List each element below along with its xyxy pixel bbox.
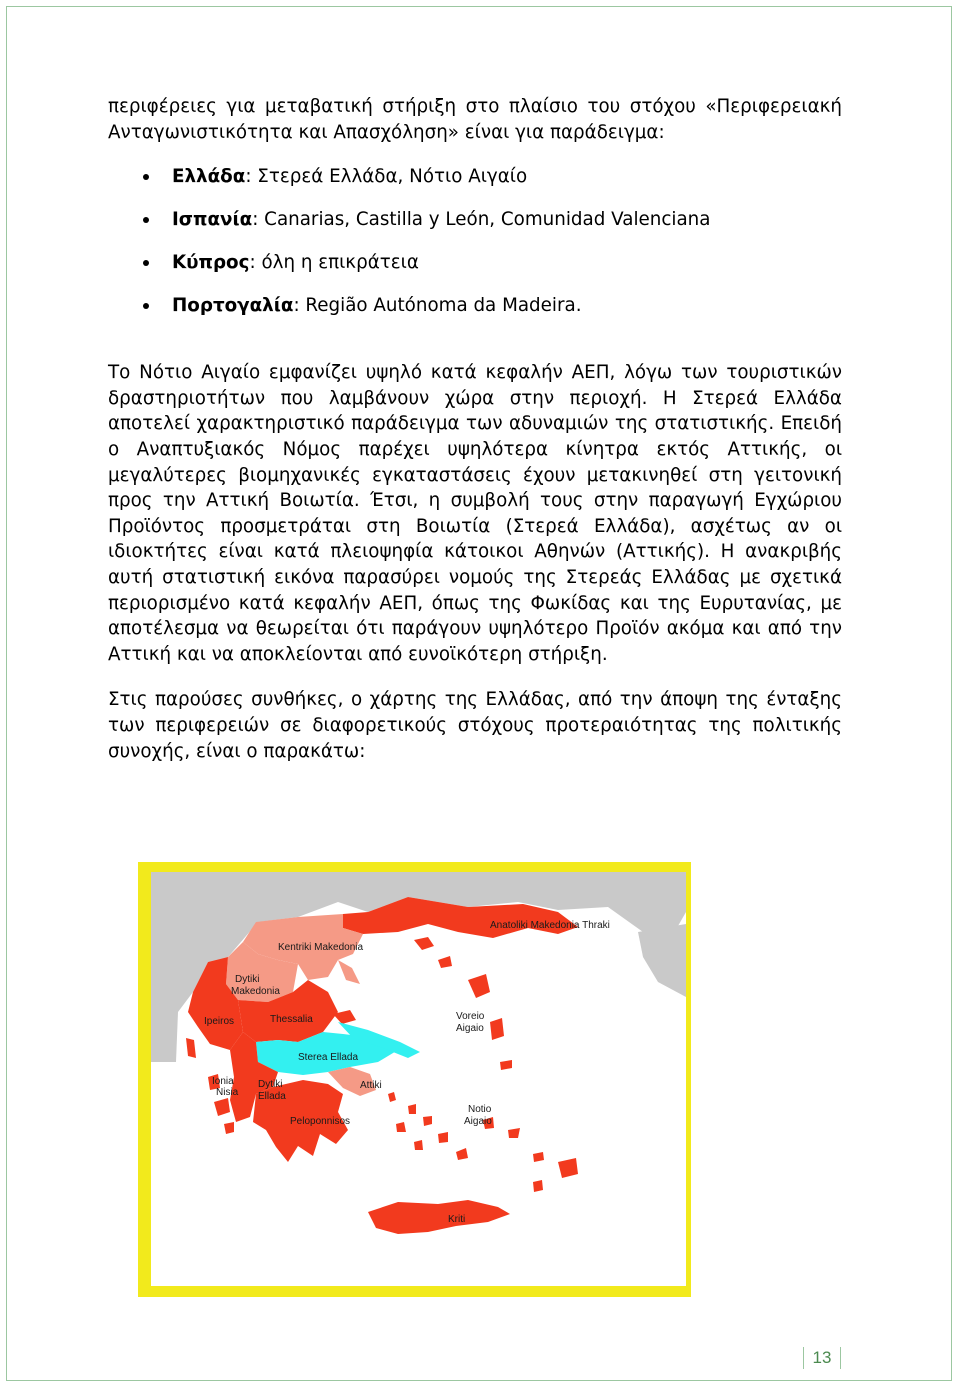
paragraph-third: Στις παρούσες συνθήκες, ο χάρτης της Ελλάδας, από την άποψη της ένταξης των περιφερειών σε διαφορετικούς στόχους προτεραιότητας της πολιτικής συνοχής, είναι ο παρακάτω: (108, 689, 842, 762)
paragraph-second: Το Νότιο Αιγαίο εμφανίζει υψηλό κατά κεφαλήν ΑΕΠ, λόγω των τουριστικών δραστηριοτήτων που λαμβάνουν χώρα στην περιοχή. Η Στερεά Ελλάδα αποτελεί χαρακτηριστικό παράδειγμα των αδυναμιών της στατιστικής. Επειδή ο Αναπτυξιακός Νόμος παρέχει υψηλότερα κίνητρα εκτός Αττικής, οι μεγαλύτερες βιομηχανικές εγκαταστάσεις έχουν μετακινηθεί στη γειτονική προς την Αττική Βοιωτία. Έτσι, η συμβολή τους στην παραγωγή Εγχώριου Προϊόντος προσμετράται στη Βοιωτία (Στερεά Ελλάδα), ασχέτως αν οι ιδιοκτήτες είναι κατά πλειοψηφία κάτοικοι Αθηνών (Αττικής). Η ανακριβής αυτή στατιστική εικόνα παρασύρει νομούς της Στερεάς Ελλάδας με σχετικά περιορισμένο κατά κεφαλήν ΑΕΠ, όπως της Φωκίδας και της Ευρυτανίας, με αποτέλεσμα να θεωρείται ότι παράγουν υψηλότερο Προϊόν ακόμα και από την Αττική και να αποκλείονται από ευνοϊκότερη στήριξη. (108, 362, 842, 665)
list-item (108, 250, 842, 293)
label-voreio-aigaio-line2: Aigaio (456, 1023, 484, 1034)
bullet-country: Πορτογαλία (172, 295, 294, 317)
bullet-country: Κύπρος (172, 252, 250, 274)
label-dytiki-ellada-line1: Dytiki (258, 1079, 283, 1090)
bullet-dot (143, 303, 149, 309)
map-svg (138, 862, 691, 1297)
label-kriti: Kriti (448, 1214, 466, 1225)
list-item (108, 293, 842, 336)
bullet-list (108, 164, 842, 336)
bullet-country: Ισπανία (172, 209, 253, 231)
greece-regions-map (138, 862, 691, 1297)
label-ionia-nisia-line2: Nisia (216, 1087, 239, 1098)
bullet-regions: : όλη η επικράτεια (249, 252, 419, 274)
label-attiki: Attiki (360, 1080, 382, 1091)
label-sterea-ellada: Sterea Ellada (298, 1052, 359, 1063)
label-dytiki-makedonia-line2: Makedonia (231, 986, 280, 997)
bullet-country: Ελλάδα (172, 166, 246, 188)
list-item (108, 207, 842, 250)
label-kentriki-makedonia: Kentriki Makedonia (278, 942, 364, 953)
label-peloponnisos: Peloponnisos (290, 1116, 351, 1127)
label-anatoliki-makedonia-thraki: Anatoliki Makedonia Thraki (490, 920, 610, 931)
paragraph-intro: περιφέρειες για μεταβατική στήριξη στο πλαίσιο του στόχου «Περιφερειακή Ανταγωνιστικότητα και Απασχόληση» είναι για παράδειγμα: (108, 96, 842, 143)
bullet-dot (143, 260, 149, 266)
island-karpathos (533, 1180, 543, 1192)
bullet-regions: : Região Autónoma da Madeira. (293, 295, 582, 317)
label-dytiki-ellada-line2: Ellada (258, 1091, 286, 1102)
label-notio-aigaio-line1: Notio (468, 1104, 492, 1115)
label-ipeiros: Ipeiros (204, 1016, 235, 1027)
document-body (108, 94, 842, 764)
label-voreio-aigaio-line1: Voreio (456, 1011, 485, 1022)
label-thessalia: Thessalia (270, 1014, 313, 1025)
page-number: 13 (803, 1347, 841, 1369)
label-notio-aigaio-line2: Aigaio (464, 1116, 492, 1127)
bullet-regions: : Στερεά Ελλάδα, Νότιο Αιγαίο (245, 166, 528, 188)
bullet-dot (143, 174, 149, 180)
list-item (108, 164, 842, 207)
label-dytiki-makedonia-line1: Dytiki (235, 974, 260, 985)
bullet-regions: : Canarias, Castilla y León, Comunidad Valenciana (252, 209, 711, 231)
label-ionia-nisia-line1: Ionia (212, 1076, 234, 1087)
bullet-dot (143, 217, 149, 223)
